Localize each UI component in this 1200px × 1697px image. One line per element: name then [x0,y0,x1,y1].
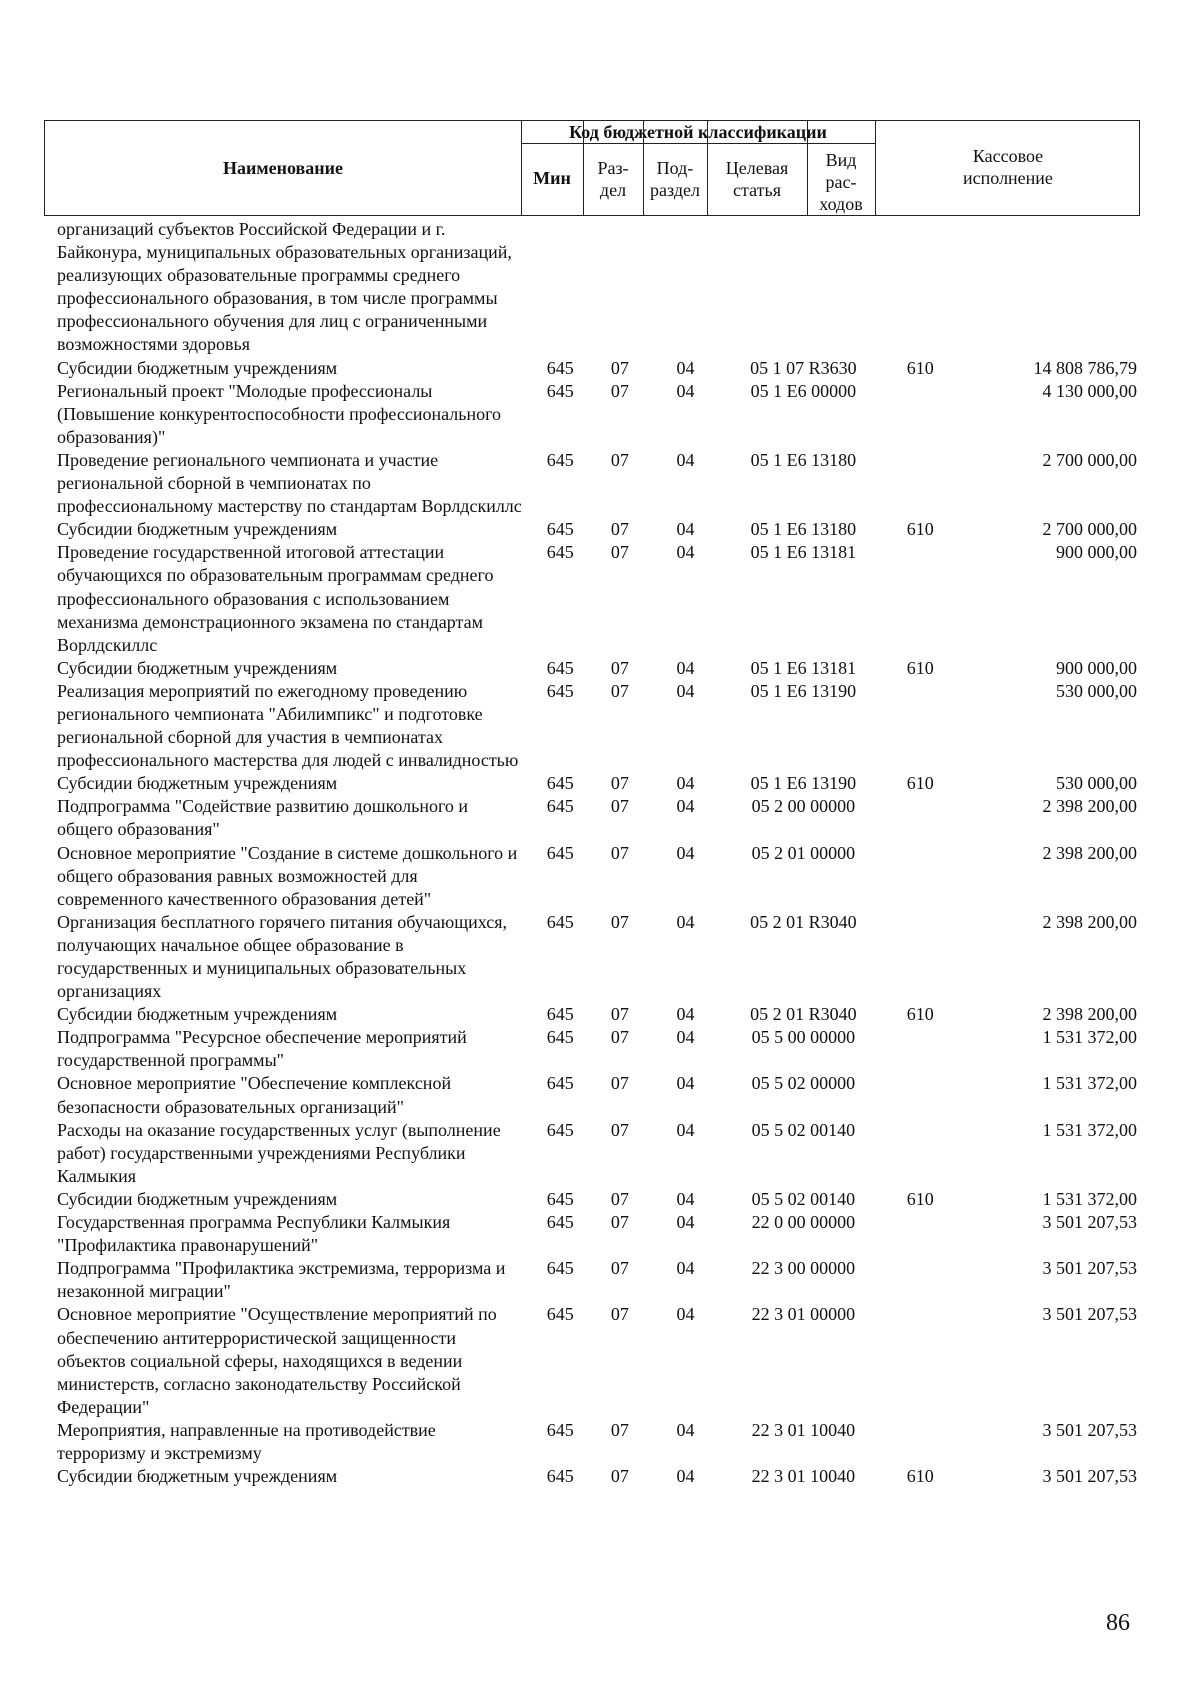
header-vid-1: Вид [825,150,857,170]
cell-podrazdel: 04 [676,1188,695,1209]
cell-podrazdel: 04 [676,1258,695,1279]
cell-name: Субсидии бюджетным учреждениям [57,773,338,794]
cell-min: 645 [546,1466,574,1487]
cell-razdel [590,218,650,357]
cell-celevaya: 05 1 Е6 13180 [750,519,857,540]
cell-podrazdel: 04 [676,773,695,794]
cell-vid [885,1119,955,1188]
table-row [57,1211,1137,1257]
cell-name: Основное мероприятие "Обеспечение комплексной безопасности образовательных организаций" [57,1073,452,1117]
cell-celevaya [721,218,885,357]
cell-razdel: 07 [610,1466,629,1487]
cell-name: Реализация мероприятий по ежегодному проведению регионального чемпионата "Абилимпикс" и подготовке региональной сборной для участия в чемпионатах профессионального мастерства для людей с инвалидностью [57,680,519,771]
cell-sum: 3 501 207,53 [1042,1304,1137,1325]
cell-celevaya: 05 2 00 00000 [751,796,856,817]
cell-razdel: 07 [610,1119,629,1140]
cell-name: Субсидии бюджетным учреждениям [57,657,338,678]
cell-razdel: 07 [610,842,629,863]
cell-celevaya: 05 5 02 00140 [751,1119,856,1140]
cell-celevaya: 22 0 00 00000 [751,1212,856,1233]
cell-sum: 2 398 200,00 [1042,796,1137,817]
cell-sum: 1 531 372,00 [1042,1027,1137,1048]
cell-vid: 610 [906,519,934,540]
cell-min: 645 [546,773,574,794]
table-row [57,657,1137,680]
cell-celevaya: 05 1 Е6 00000 [750,380,857,401]
table-row [57,449,1137,518]
cell-name: Региональный проект "Молодые профессионалы (Повышение конкурентоспособности профессионального образования)" [57,380,502,447]
cell-min: 645 [546,842,574,863]
cell-vid [885,1303,955,1418]
cell-podrazdel: 04 [676,380,695,401]
table-row [57,842,1137,911]
table-row [57,1303,1137,1418]
cell-vid: 610 [906,657,934,678]
cell-name: Расходы на оказание государственных услуг (выполнение работ) государственными учреждениями Республики Калмыкия [57,1119,501,1186]
cell-podrazdel: 04 [676,449,695,470]
cell-celevaya: 05 5 02 00140 [751,1188,856,1209]
header-celevaya-1: Целевая [725,158,789,178]
header-razdel-2: дел [599,180,627,200]
cell-vid: 610 [906,1004,934,1025]
cell-razdel: 07 [610,911,629,932]
cell-razdel: 07 [610,542,629,563]
cell-min: 645 [546,1419,574,1440]
cell-name: Подпрограмма "Содействие развитию дошкольного и общего образования" [57,796,469,840]
cell-vid: 610 [906,1466,934,1487]
cell-min: 645 [546,1119,574,1140]
cell-sum [955,218,1137,357]
cell-podrazdel: 04 [676,519,695,540]
cell-podrazdel [650,218,722,357]
cell-sum: 14 808 786,79 [1033,357,1137,378]
cell-vid [885,795,955,841]
cell-celevaya: 05 2 01 00000 [751,842,856,863]
cell-min: 645 [546,911,574,932]
cell-name: Подпрограмма "Ресурсное обеспечение мероприятий государственной программы" [57,1027,467,1071]
cell-sum: 900 000,00 [1056,542,1137,563]
cell-min: 645 [546,542,574,563]
cell-sum: 2 398 200,00 [1042,1004,1137,1025]
cell-min: 645 [546,1304,574,1325]
header-podrazdel-1: Под- [656,158,694,178]
table-row [57,1257,1137,1303]
cell-podrazdel: 04 [676,1119,695,1140]
header-vid-2: рас- [825,172,857,192]
cell-celevaya: 22 3 01 10040 [751,1466,856,1487]
cell-sum: 3 501 207,53 [1042,1258,1137,1279]
cell-celevaya: 05 1 Е6 13180 [750,449,857,470]
cell-name: Субсидии бюджетным учреждениям [57,519,338,540]
cell-razdel: 07 [610,1004,629,1025]
cell-name: Проведение государственной итоговой аттестации обучающихся по образовательным программам среднего профессионального образования с использованием механизма демонстрационного экзамена по стандартам Ворлдскиллс [57,542,494,655]
cell-razdel: 07 [610,796,629,817]
cell-min: 645 [546,449,574,470]
header-kassa-1: Кассовое [972,146,1044,166]
cell-min: 645 [546,1027,574,1048]
table-row [57,772,1137,795]
cell-vid [885,541,955,656]
cell-podrazdel: 04 [676,357,695,378]
cell-sum: 4 130 000,00 [1042,380,1137,401]
cell-name: Подпрограмма "Профилактика экстремизма, терроризма и незаконной миграции" [57,1258,506,1302]
cell-razdel: 07 [610,657,629,678]
cell-celevaya: 05 2 01 R3040 [750,1004,857,1025]
cell-vid [885,911,955,1003]
cell-podrazdel: 04 [676,1419,695,1440]
cell-vid [885,680,955,772]
table-row [57,1026,1137,1072]
header-razdel-1: Раз- [597,158,629,178]
cell-name: Организация бесплатного горячего питания обучающихся, получающих начальное общее образование в государственных и муниципальных образовательных организациях [57,911,507,1002]
cell-vid [885,1257,955,1303]
cell-vid [885,842,955,911]
cell-vid [885,380,955,449]
cell-name: Субсидии бюджетным учреждениям [57,1466,338,1487]
cell-razdel: 07 [610,773,629,794]
cell-min: 645 [546,519,574,540]
table-row [57,1188,1137,1211]
cell-vid: 610 [906,1188,934,1209]
cell-name: Основное мероприятие "Создание в системе дошкольного и общего образования равных возможностей для современного качественного образования детей" [57,842,518,909]
cell-min: 645 [546,357,574,378]
cell-sum: 2 398 200,00 [1042,911,1137,932]
cell-podrazdel: 04 [676,1304,695,1325]
cell-razdel: 07 [610,1258,629,1279]
cell-name: Основное мероприятие "Осуществление мероприятий по обеспечению антитеррористической защищенности объектов социальной сферы, находящихся в ведении министерств, согласно законодательству Российской Федерации" [57,1304,497,1417]
cell-podrazdel: 04 [676,796,695,817]
cell-name: Субсидии бюджетным учреждениям [57,1188,338,1209]
table-body [57,218,1137,1488]
cell-podrazdel: 04 [676,842,695,863]
table-row [57,518,1137,541]
table-row [57,218,1137,357]
cell-razdel: 07 [610,1419,629,1440]
table-row [57,1003,1137,1026]
cell-sum: 3 501 207,53 [1042,1212,1137,1233]
table-header [44,120,1140,216]
cell-vid [885,1211,955,1257]
table-row [57,795,1137,841]
cell-sum: 900 000,00 [1056,657,1137,678]
cell-celevaya: 05 1 07 R3630 [750,357,857,378]
cell-razdel: 07 [610,1212,629,1233]
cell-vid: 610 [906,773,934,794]
table-row [57,380,1137,449]
cell-razdel: 07 [610,1304,629,1325]
cell-min: 645 [546,1004,574,1025]
cell-name: Государственная программа Республики Калмыкия "Профилактика правонарушений" [57,1212,451,1256]
header-vid-3: ходов [819,194,863,214]
cell-celevaya: 22 3 01 10040 [751,1419,856,1440]
cell-celevaya: 05 5 00 00000 [751,1027,856,1048]
cell-name: Мероприятия, направленные на противодействие терроризму и экстремизму [57,1419,436,1463]
cell-vid: 610 [906,357,934,378]
cell-name: организаций субъектов Российской Федерации и г. Байконура, муниципальных образовательных организаций, реализующих образовательные программы среднего профессионального образования, в том числе программы профессионального обучения для лиц с ограниченными возможностями здоровья [57,219,512,355]
cell-sum: 530 000,00 [1056,773,1137,794]
table-row [57,1072,1137,1118]
page-number: 86 [1106,1610,1130,1636]
cell-razdel: 07 [610,1073,629,1094]
table-row [57,1465,1137,1488]
cell-min: 645 [546,657,574,678]
cell-podrazdel: 04 [676,1212,695,1233]
cell-celevaya: 05 1 Е6 13181 [750,542,857,563]
cell-celevaya: 05 1 Е6 13190 [750,680,857,701]
table-row [57,1419,1137,1465]
cell-vid [885,1026,955,1072]
cell-podrazdel: 04 [676,680,695,701]
header-code-group: Код бюджетной классификации [569,122,827,142]
cell-sum: 1 531 372,00 [1042,1188,1137,1209]
table-row [57,911,1137,1003]
header-name: Наименование [223,158,343,178]
cell-min: 645 [546,1212,574,1233]
cell-min: 645 [546,1258,574,1279]
cell-vid [885,449,955,518]
cell-name: Проведение регионального чемпионата и участие региональной сборной в чемпионатах по профессиональному мастерству по стандартам Ворлдскиллс [57,449,522,517]
cell-min: 645 [546,796,574,817]
table-row [57,1119,1137,1188]
cell-celevaya: 05 2 01 R3040 [750,911,857,932]
cell-podrazdel: 04 [676,1073,695,1094]
cell-celevaya: 22 3 00 00000 [751,1258,856,1279]
cell-celevaya: 05 1 Е6 13181 [750,657,857,678]
cell-name: Субсидии бюджетным учреждениям [57,357,338,378]
cell-podrazdel: 04 [676,1466,695,1487]
table-row [57,541,1137,656]
cell-podrazdel: 04 [676,542,695,563]
table-row [57,680,1137,772]
cell-razdel: 07 [610,680,629,701]
cell-podrazdel: 04 [676,657,695,678]
header-kassa-2: исполнение [963,168,1053,188]
cell-name: Субсидии бюджетным учреждениям [57,1004,338,1025]
table-row [57,357,1137,380]
cell-podrazdel: 04 [676,911,695,932]
header-podrazdel-2: раздел [650,180,700,200]
header-celevaya-2: статья [733,180,781,200]
cell-podrazdel: 04 [676,1004,695,1025]
cell-celevaya: 05 1 Е6 13190 [750,773,857,794]
cell-min: 645 [546,680,574,701]
cell-vid [885,218,955,357]
cell-sum: 2 700 000,00 [1042,519,1137,540]
cell-vid [885,1072,955,1118]
cell-razdel: 07 [610,357,629,378]
cell-min: 645 [546,1188,574,1209]
cell-vid [885,1419,955,1465]
cell-sum: 1 531 372,00 [1042,1119,1137,1140]
cell-razdel: 07 [610,380,629,401]
cell-sum: 1 531 372,00 [1042,1073,1137,1094]
cell-podrazdel: 04 [676,1027,695,1048]
cell-celevaya: 22 3 01 00000 [751,1304,856,1325]
cell-sum: 3 501 207,53 [1042,1466,1137,1487]
cell-min: 645 [546,380,574,401]
cell-razdel: 07 [610,449,629,470]
cell-razdel: 07 [610,1027,629,1048]
header-min: Мин [533,168,571,188]
cell-min: 645 [546,1073,574,1094]
cell-celevaya: 05 5 02 00000 [751,1073,856,1094]
cell-razdel: 07 [610,1188,629,1209]
cell-sum: 530 000,00 [1056,680,1137,701]
cell-razdel: 07 [610,519,629,540]
cell-sum: 2 398 200,00 [1042,842,1137,863]
cell-min [530,218,590,357]
cell-sum: 3 501 207,53 [1042,1419,1137,1440]
cell-sum: 2 700 000,00 [1042,449,1137,470]
